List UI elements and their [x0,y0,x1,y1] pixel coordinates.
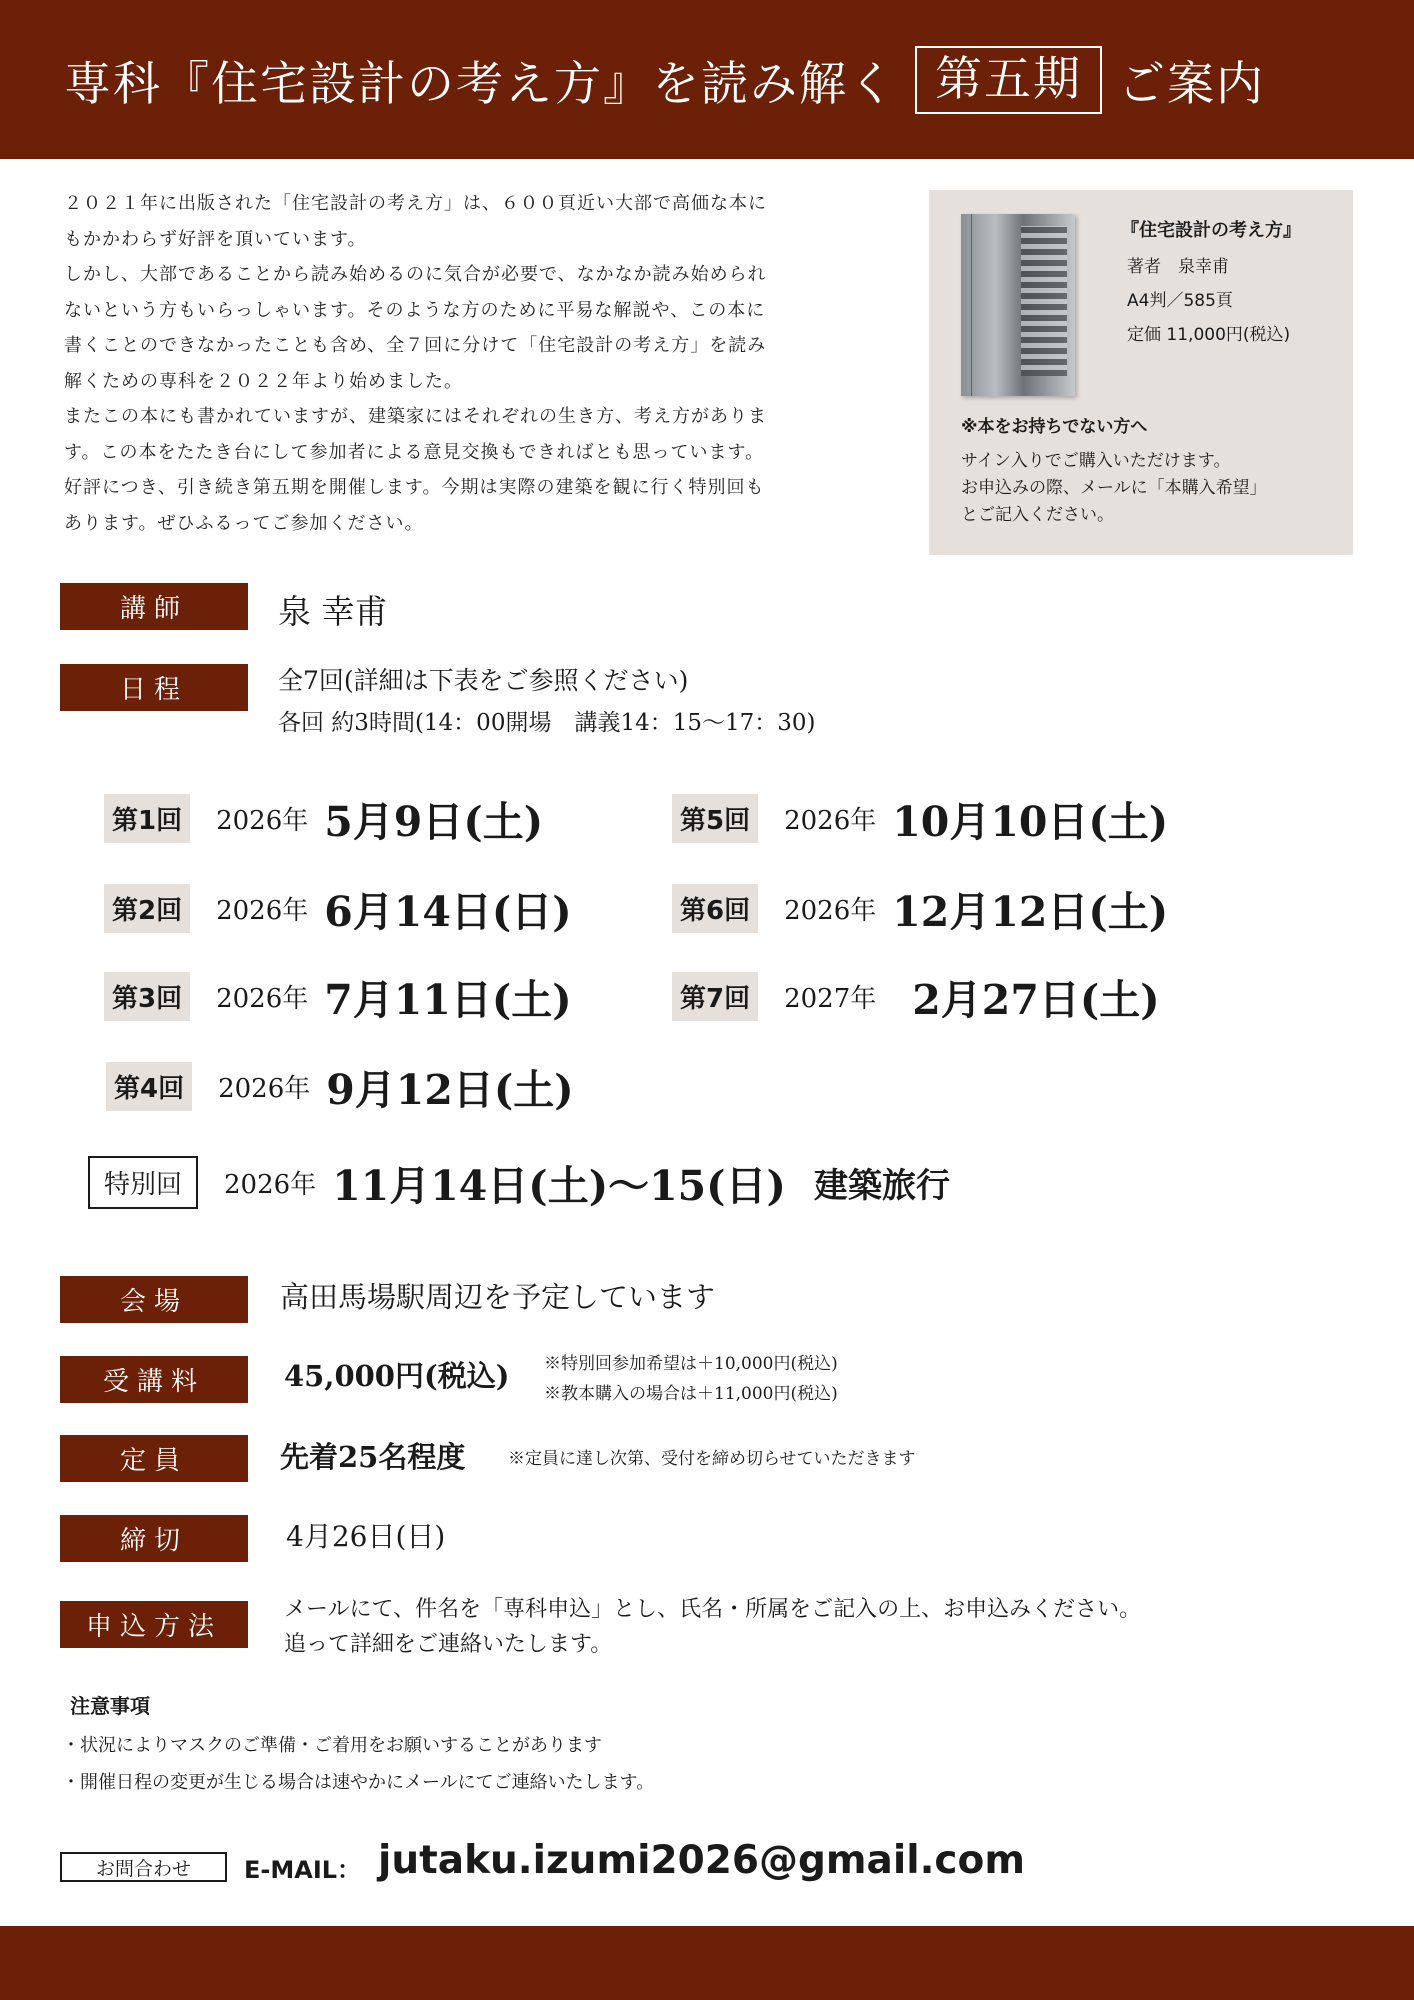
book-note-line: サイン入りでご購入いただけます。 [961,451,1231,471]
special-session-badge: 特別回 [88,1156,198,1209]
special-session-title: 建築旅行 [813,1165,950,1206]
session-number: 第1回 [104,794,190,843]
book-meta [1127,250,1290,352]
intro-line: ２０２１年に出版された「住宅設計の考え方」は、６００頁近い大部で高価な本に [64,193,767,214]
book-price: 定価 11,000円(税込) [1127,325,1291,345]
session-row [104,880,572,936]
apply-label: 申込方法 [60,1601,248,1648]
book-note-line: お申込みの際、メールに「本購入希望」 [961,478,1267,498]
intro-line: 好評につき、引き続き第五期を開催します。今期は実際の建築を観に行く特別回も [64,477,765,498]
lecturer-label: 講師 [60,583,248,630]
book-format: A4判／585頁 [1127,291,1233,311]
intro-text [64,186,882,541]
session-year: 2026年 [216,983,309,1014]
session-date: 9月12日(土) [326,1065,574,1114]
capacity-value: 先着25名程度 [280,1440,466,1474]
session-date: 12月12日(土) [892,887,1169,936]
session-date: 5月9日(土) [324,797,544,846]
session-year: 2026年 [784,895,877,926]
session-row [104,790,543,846]
session-year: 2026年 [218,1073,311,1104]
venue-label: 会場 [60,1276,248,1323]
book-title: 『住宅設計の考え方』 [1121,220,1301,241]
intro-line: またこの本にも書かれていますが、建築家にはそれぞれの生き方、考え方がありま [64,406,767,427]
page-title [64,44,1265,116]
fee-label: 受講料 [60,1356,248,1403]
contact-label-box: お問合わせ [60,1852,227,1882]
book-cover-image [961,214,1075,396]
session-row [106,1058,574,1114]
contact-email-link[interactable]: jutaku.izumi2026@gmail.com [378,1838,1025,1883]
note-item: ・状況によりマスクのご準備・ご着用をお願いすることがあります [62,1735,602,1756]
book-note-title: ※本をお持ちでない方へ [961,417,1148,437]
capacity-note: ※定員に達し次第、受付を締め切らせていただきます [508,1449,916,1469]
session-date: 7月11日(土) [324,975,572,1024]
session-number: 第4回 [106,1062,192,1111]
session-date: 6月14日(日) [324,887,572,936]
session-year: 2026年 [216,805,309,836]
intro-line: もかかわらず好評を頂いています。 [64,228,367,250]
session-row [672,968,1160,1024]
note-item: ・開催日程の変更が生じる場合は速やかにメールにてご連絡いたします。 [62,1772,655,1793]
session-row [104,968,572,1024]
title-main: 専科『住宅設計の考え方』を読み解く [64,56,897,112]
capacity-label: 定員 [60,1435,248,1482]
session-year: 2027年 [784,983,877,1014]
email-label: E-MAIL： [244,1856,362,1884]
intro-line: 書くことのできなかったことも含め、全７回に分けて「住宅設計の考え方」を読み [64,335,767,356]
session-date: 2月27日(土) [912,975,1160,1024]
session-number: 第5回 [672,794,758,843]
intro-line: しかし、大部であることから読み始めるのに気合が必要で、なかなか読み始められ [64,264,767,285]
title-suffix: ご案内 [1118,56,1265,112]
deadline-value: 4月26日(日) [286,1520,446,1553]
fee-value: 45,000円(税込) [284,1359,510,1393]
lecturer-name: 泉 幸甫 [278,592,388,631]
notes-title: 注意事項 [70,1694,150,1718]
deadline-label: 締切 [60,1515,248,1562]
apply-followup: 追って詳細をご連絡いたします。 [284,1632,613,1657]
book-card [929,190,1353,555]
venue-value: 高田馬場駅周辺を予定しています [280,1280,716,1314]
intro-line: あります。ぜひふるってご参加ください。 [64,512,424,534]
session-number: 第7回 [672,972,758,1021]
session-number: 第6回 [672,884,758,933]
edition-badge: 第五期 [915,46,1102,114]
schedule-summary: 全7回(詳細は下表をご参照ください) [278,666,689,695]
special-session-date: 11月14日(土)〜15(日) [332,1161,786,1210]
intro-line: す。この本をたたき台にして参加者による意見交換もできればとも思っています。 [64,441,765,463]
session-number: 第2回 [104,884,190,933]
session-number: 第3回 [104,972,190,1021]
fee-note-special: ※特別回参加希望は＋10,000円(税込) [544,1354,838,1374]
special-session-year: 2026年 [224,1169,317,1200]
session-year: 2026年 [784,805,877,836]
session-row [672,880,1168,936]
session-row [672,790,1168,846]
fee-note-book: ※教本購入の場合は＋11,000円(税込) [544,1384,838,1404]
apply-instructions: メールにて、件名を「専科申込」とし、氏名・所属をご記入の上、お申込みください。 [284,1597,1142,1622]
session-year: 2026年 [216,895,309,926]
footer-band [0,1926,1414,2000]
book-note-line: とご記入ください。 [961,505,1114,525]
special-session-row [88,1154,950,1210]
session-date: 10月10日(土) [892,797,1169,846]
book-note [961,448,1267,529]
schedule-label: 日程 [60,664,248,711]
schedule-time: 各回 約3時間(14：00開場 講義14：15〜17：30) [278,710,816,736]
intro-line: 解くための専科を２０２２年より始めました。 [64,370,463,392]
book-author: 著者 泉幸甫 [1127,257,1229,277]
intro-line: ないという方もいらっしゃいます。そのような方のために平易な解説や、この本に [64,299,766,321]
